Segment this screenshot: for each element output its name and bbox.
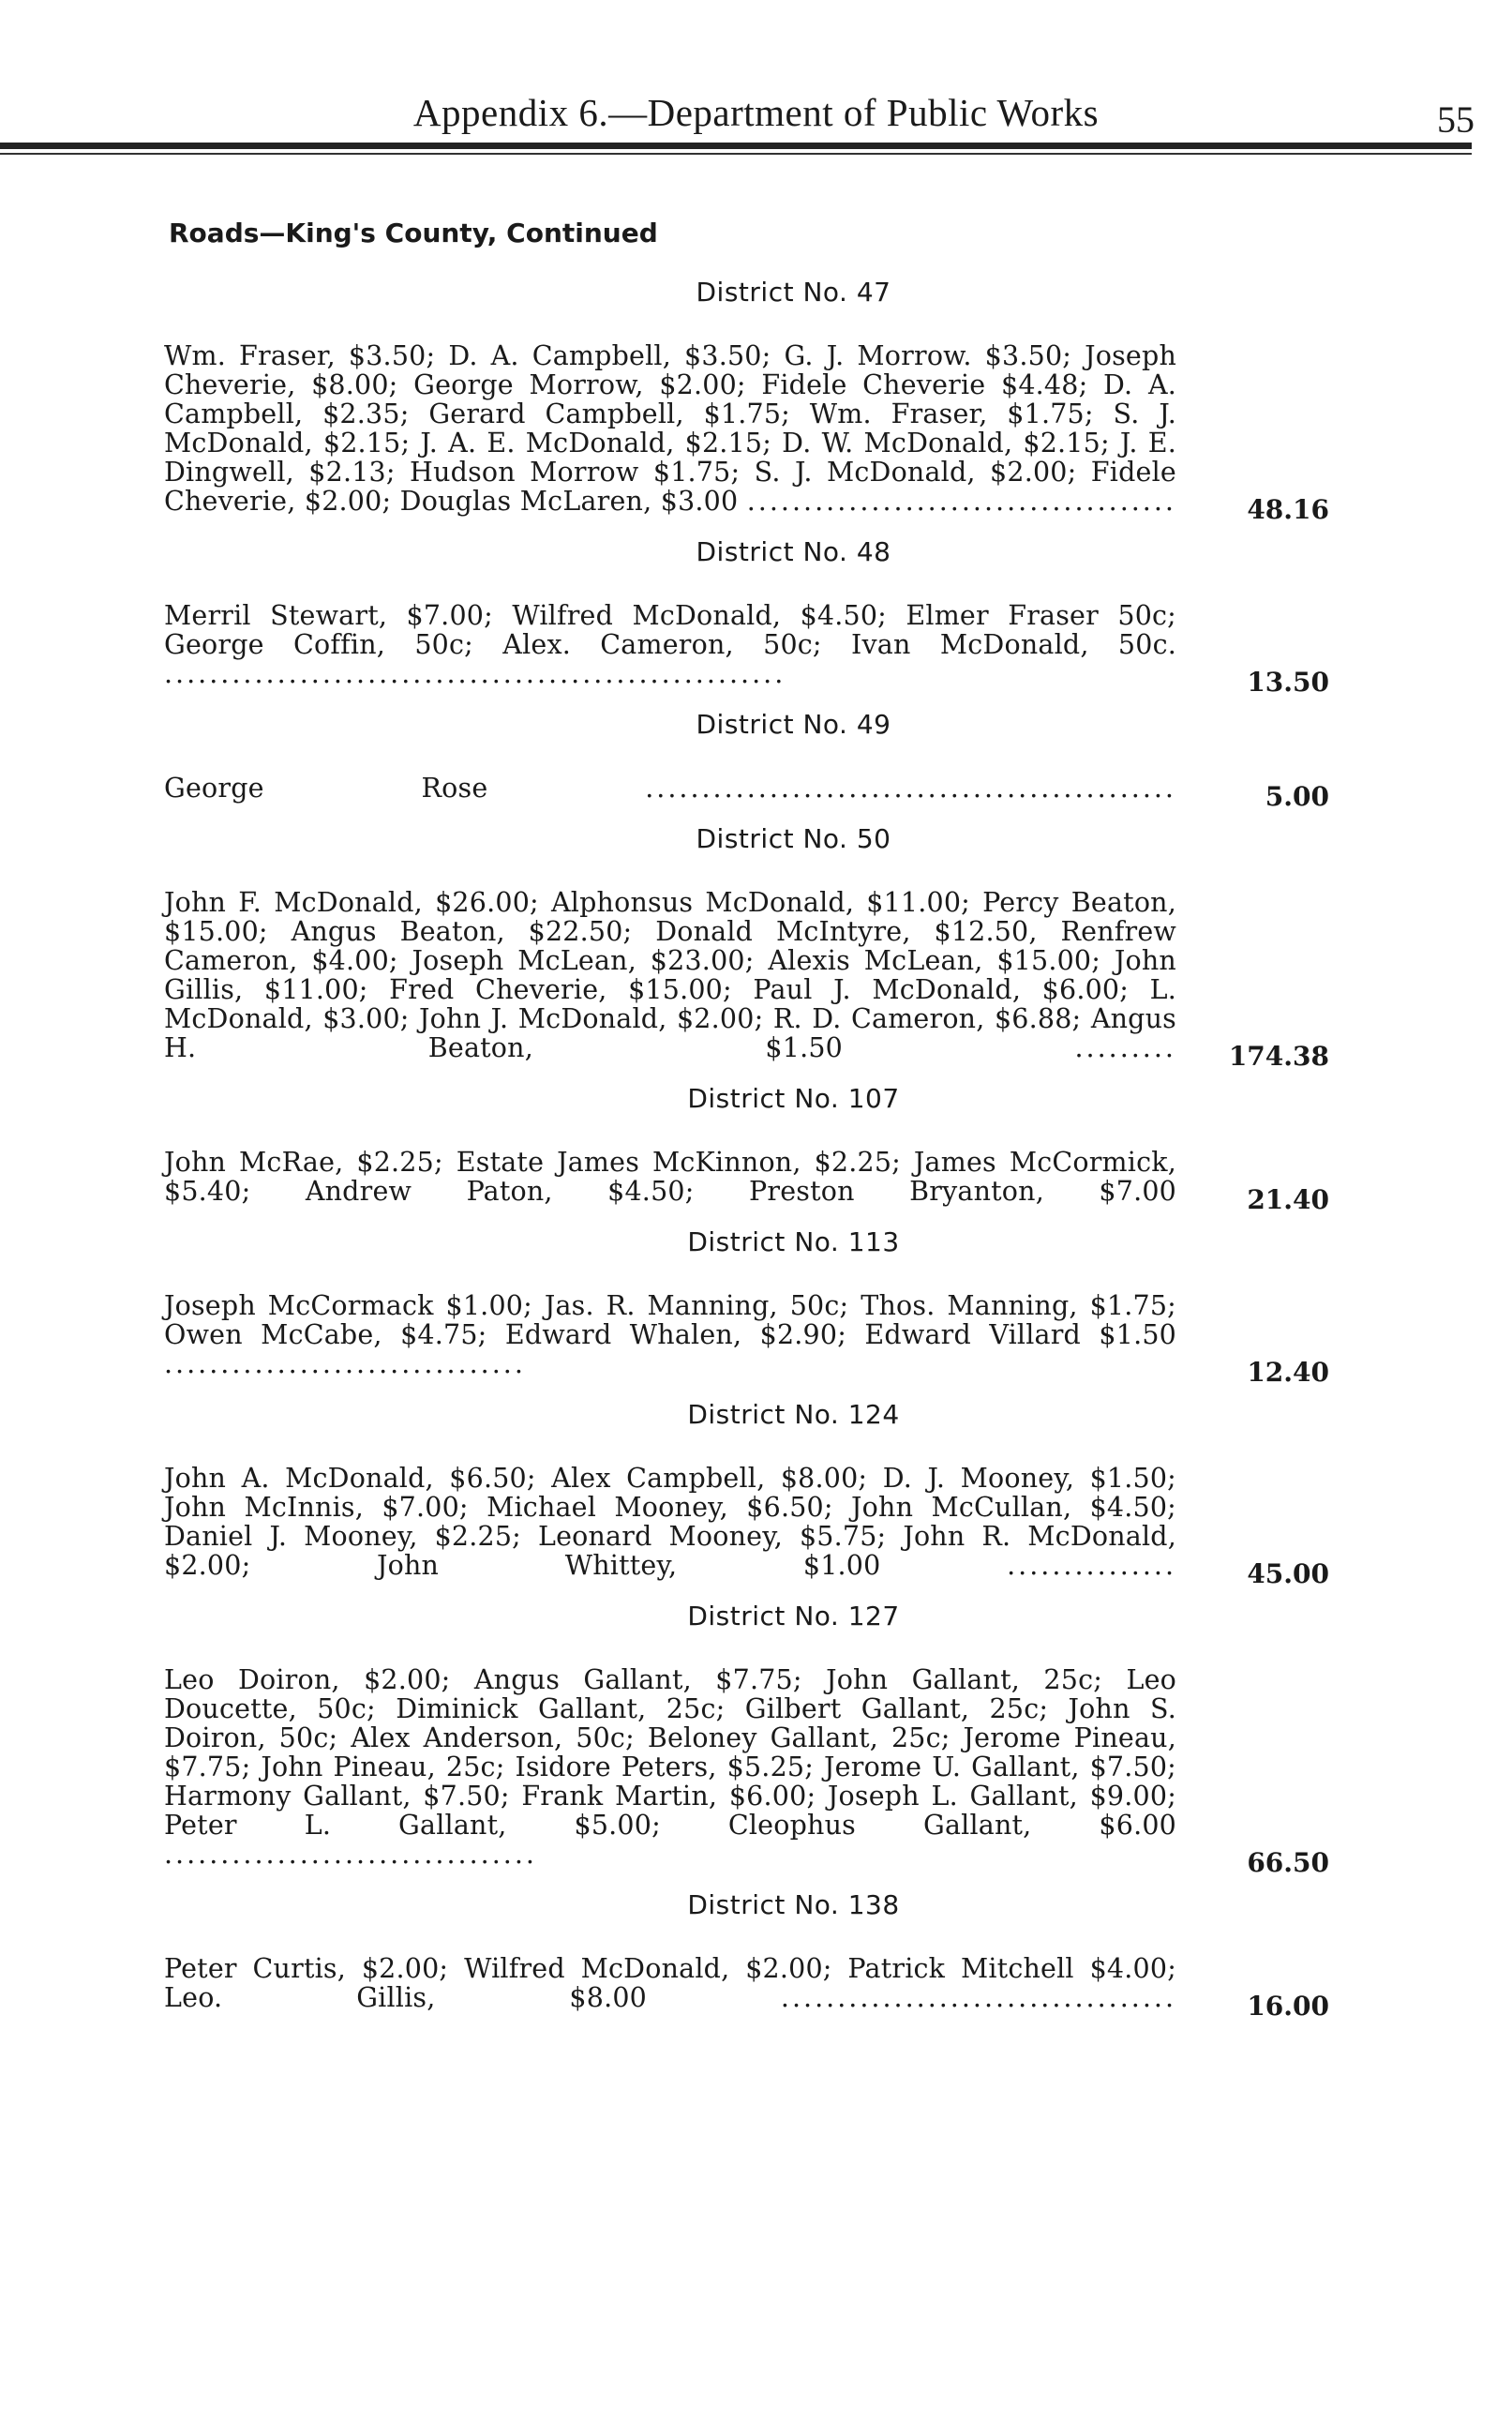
district-total: 66.50 bbox=[1247, 1847, 1329, 1878]
district-total: 5.00 bbox=[1265, 781, 1329, 812]
district-total: 45.00 bbox=[1247, 1558, 1329, 1589]
district-entry bbox=[0, 340, 1512, 525]
district-total: 16.00 bbox=[1247, 1991, 1329, 2022]
section-heading: Roads—King's County, Continued bbox=[169, 218, 658, 248]
payee-list-text: George Rose bbox=[164, 773, 646, 804]
leader-dots: ................................... bbox=[780, 1982, 1176, 2013]
district-payees bbox=[164, 1464, 1176, 1580]
leader-dots: ....................................................... bbox=[164, 658, 786, 689]
district-block bbox=[0, 1399, 1512, 1589]
district-entry bbox=[0, 773, 1512, 812]
district-block bbox=[0, 1083, 1512, 1215]
district-payees bbox=[164, 341, 1176, 516]
leader-dots: ......... bbox=[1074, 1032, 1176, 1063]
district-entry bbox=[0, 1463, 1512, 1589]
payee-list-text: John F. McDonald, $26.00; Alphonsus McDonald, $11.00; Percy Beaton, $15.00; Angus Beaton, $22.50; Donald McIntyre, $12.50, Renfrew Cameron, $4.00; Joseph McLean, $23.00; Alexis McLean, $15.00; John Gillis, $11.00; Fred Cheverie, $15.00; Paul J. McDonald, $6.00; L. McDonald, $3.00; John J. McDonald, $2.00; R. D. Cameron, $6.88; Angus H. Beaton, $1.50 bbox=[164, 887, 1176, 1063]
payee-list-text: Joseph McCormack $1.00; Jas. R. Manning, 50c; Thos. Manning, $1.75; Owen McCabe, $4.75; Edward Whalen, $2.90; Edward Villard $1.50 bbox=[164, 1290, 1176, 1350]
payee-list-text: Wm. Fraser, $3.50; D. A. Campbell, $3.50; G. J. Morrow. $3.50; Joseph Cheverie, $8.00; George Morrow, $2.00; Fidele Cheverie $4.48; D. A. Campbell, $2.35; Gerard Campbell, $1.75; Wm. Fraser, $1.75; S. J. McDonald, $2.15; J. A. E. McDonald, $2.15; D. W. McDonald, $2.15; J. E. Dingwell, $2.13; Hudson Morrow $1.75; S. J. McDonald, $2.00; Fidele Cheverie, $2.00; Douglas McLaren, $3.00 bbox=[164, 340, 1176, 517]
payee-list-text: John A. McDonald, $6.50; Alex Campbell, $8.00; D. J. Mooney, $1.50; John McInnis, $7.00; Michael Mooney, $6.50; John McCullan, $4.50; Daniel J. Mooney, $2.25; Leonard Mooney, $5.75; John R. McDonald, $2.00; John Whittey, $1.00 bbox=[164, 1463, 1176, 1581]
payee-list-text: Peter Curtis, $2.00; Wilfred McDonald, $2.00; Patrick Mitchell $4.00; Leo. Gillis, $8.00 bbox=[164, 1953, 1176, 2013]
district-heading: District No. 50 bbox=[696, 823, 891, 854]
page-number: 55 bbox=[1437, 98, 1475, 141]
district-block bbox=[0, 1226, 1512, 1388]
leader-dots: ................................. bbox=[164, 1839, 537, 1870]
district-payees bbox=[164, 1665, 1176, 1869]
district-block bbox=[0, 709, 1512, 812]
district-payees bbox=[164, 774, 1176, 803]
district-block bbox=[0, 823, 1512, 1072]
leader-dots: ................................ bbox=[164, 1348, 526, 1379]
district-block bbox=[0, 277, 1512, 525]
district-total: 48.16 bbox=[1247, 494, 1329, 525]
district-heading: District No. 124 bbox=[687, 1399, 900, 1430]
district-heading: District No. 113 bbox=[687, 1226, 900, 1257]
district-payees bbox=[164, 888, 1176, 1062]
district-total: 21.40 bbox=[1247, 1184, 1329, 1215]
header-rule-thick bbox=[0, 143, 1472, 149]
payee-list-text: Merril Stewart, $7.00; Wilfred McDonald, $4.50; Elmer Fraser 50c; George Coffin, 50c; Alex. Cameron, 50c; Ivan McDonald, 50c. bbox=[164, 600, 1176, 660]
payee-list-text: John McRae, $2.25; Estate James McKinnon, $2.25; James McCormick, $5.40; Andrew Paton, $4.50; Preston Bryanton, $7.00 bbox=[164, 1147, 1176, 1207]
district-entry bbox=[0, 1290, 1512, 1388]
running-title: Appendix 6.—Department of Public Works bbox=[412, 91, 1100, 134]
district-payees bbox=[164, 601, 1176, 688]
header-rule-thin bbox=[0, 153, 1472, 155]
district-payees bbox=[164, 1148, 1176, 1206]
district-entry bbox=[0, 1664, 1512, 1878]
district-entry bbox=[0, 600, 1512, 698]
payee-list-text: Leo Doiron, $2.00; Angus Gallant, $7.75; John Gallant, 25c; Leo Doucette, 50c; Diminick Gallant, 25c; Gilbert Gallant, 25c; John S. Doiron, 50c; Alex Anderson, 50c; Beloney Gallant, 25c; Jerome Pineau, $7.75; John Pineau, 25c; Isidore Peters, $5.25; Jerome U. Gallant, $7.50; Harmony Gallant, $7.50; Frank Martin, $6.00; Joseph L. Gallant, $9.00; Peter L. Gallant, $5.00; Cleophus Gallant, $6.00 bbox=[164, 1664, 1176, 1841]
district-heading: District No. 138 bbox=[687, 1889, 900, 1920]
district-payees bbox=[164, 1291, 1176, 1378]
district-heading: District No. 47 bbox=[696, 277, 891, 308]
district-heading: District No. 107 bbox=[687, 1083, 900, 1114]
district-entry bbox=[0, 887, 1512, 1072]
district-block bbox=[0, 1601, 1512, 1878]
district-entry bbox=[0, 1147, 1512, 1215]
leader-dots: ............... bbox=[1007, 1550, 1176, 1581]
district-heading: District No. 48 bbox=[696, 536, 891, 567]
district-total: 174.38 bbox=[1228, 1041, 1329, 1072]
district-block bbox=[0, 536, 1512, 698]
district-payees bbox=[164, 1954, 1176, 2012]
leader-dots: ............................................... bbox=[645, 773, 1176, 804]
district-total: 13.50 bbox=[1247, 667, 1329, 698]
district-entry bbox=[0, 1953, 1512, 2022]
leader-dots: ...................................... bbox=[746, 486, 1176, 517]
district-heading: District No. 49 bbox=[696, 709, 891, 740]
district-heading: District No. 127 bbox=[687, 1601, 900, 1632]
district-block bbox=[0, 1889, 1512, 2022]
district-list bbox=[0, 277, 1512, 2033]
district-total: 12.40 bbox=[1247, 1357, 1329, 1388]
